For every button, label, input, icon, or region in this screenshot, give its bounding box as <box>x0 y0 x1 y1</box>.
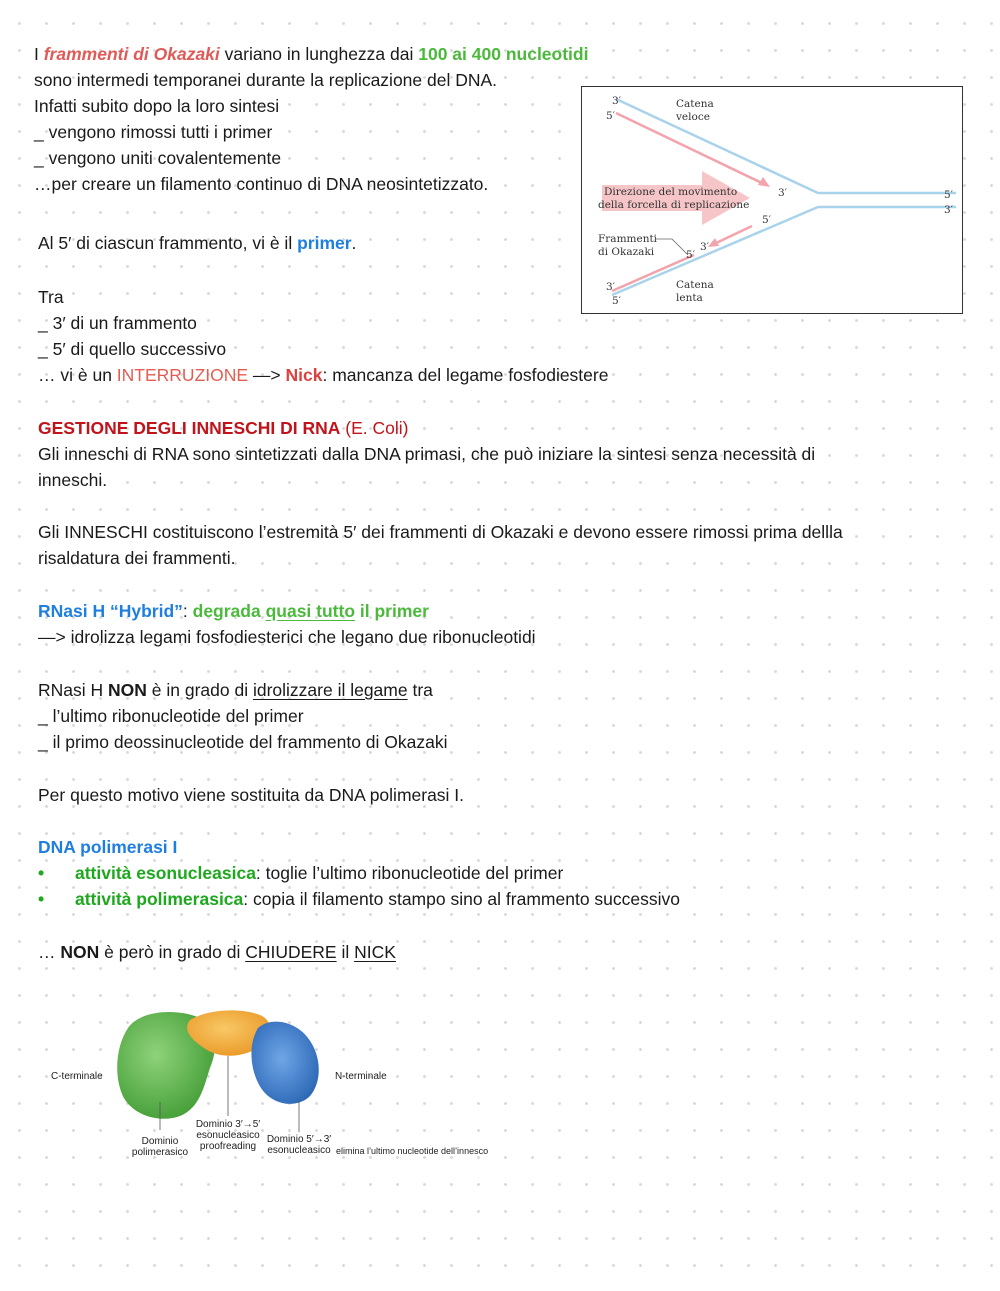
text: il primer <box>355 601 429 621</box>
label-5prime-fragment: 5′ <box>686 249 696 261</box>
dominio-35-label-3: proofreading <box>199 1141 257 1152</box>
rnasi-line-4: _ l’ultimo ribonucleotide del primer <box>38 706 304 726</box>
label-catena-lenta-2: lenta <box>676 292 703 304</box>
quasi-tutto-term: quasi tutto <box>265 601 356 621</box>
gestione-p2-line-1: Gli INNESCHI costituiscono l’estremità 5′ dei frammenti di Okazaki e devono essere rimossi prima dellla <box>38 522 843 542</box>
text: —> <box>248 365 286 385</box>
esonucleasica-term: attività esonucleasica <box>75 863 256 883</box>
text: . <box>351 233 357 253</box>
tra-line-3: _ 5′ di quello successivo <box>38 339 227 359</box>
label-direzione-1: Direzione del movimento <box>604 186 738 198</box>
intro-line-4: _ vengono rimossi tutti i primer <box>34 122 273 142</box>
idrolizzare-term: idrolizzare il legame <box>252 680 408 700</box>
label-direzione-2: della forcella di replicazione <box>598 199 750 211</box>
text: RNasi H <box>38 680 109 700</box>
poli-bullet-1 <box>75 860 563 886</box>
label-3prime-leading: 3′ <box>778 187 788 199</box>
intro-line-5: _ vengono uniti covalentemente <box>34 148 282 168</box>
label-catena-lenta-1: Catena <box>676 279 714 291</box>
replication-fork-diagram <box>582 87 962 313</box>
text: … <box>38 942 61 962</box>
upper-parental-strand <box>616 99 956 193</box>
gestione-p2-line-2: risaldatura dei frammenti. <box>38 548 236 568</box>
poli-nick-line <box>38 939 396 965</box>
gestione-p1-line-1: Gli inneschi di RNA sono sintetizzati dalla DNA primasi, che può iniziare la sintesi senza necessità di <box>38 444 816 464</box>
text: Al 5′ di ciascun frammento, vi è il <box>38 233 298 253</box>
label-frammenti-1: Frammenti <box>598 233 658 245</box>
dominio-35-label-2: esonucleasico <box>196 1130 260 1141</box>
nick-term: NICK <box>354 942 396 962</box>
section-title: GESTIONE DEGLI INNESCHI DI RNA <box>38 418 341 438</box>
intro-line-1 <box>34 41 588 67</box>
gestione-p1-line-2: inneschi. <box>38 470 108 490</box>
exonuclease-5-3-domain-shape <box>251 1022 318 1104</box>
label-catena-veloce-2: veloce <box>676 111 710 123</box>
bullet-2: • <box>38 889 45 909</box>
text: : <box>182 601 193 621</box>
poli-bullet-2 <box>75 886 680 912</box>
elimina-note-label: elimina l’ultimo nucleotide dell’innesco <box>336 1146 489 1156</box>
chiudere-term: CHIUDERE <box>245 942 337 962</box>
primer-term: primer <box>297 233 352 253</box>
label-catena-veloce-1: Catena <box>676 98 714 110</box>
interruzione-term: INTERRUZIONE <box>116 365 249 385</box>
intro-line-2: sono intermedi temporanei durante la replicazione del DNA. <box>34 70 498 90</box>
dominio-polimerasico-label-1: Dominio <box>141 1136 179 1147</box>
label-3prime-fragment: 3′ <box>700 241 710 253</box>
label-3prime-right: 3′ <box>944 204 954 216</box>
text: variano in lunghezza dai <box>219 44 419 64</box>
rnasi-line-5: _ il primo deossinucleotide del frammento di Okazaki <box>38 732 448 752</box>
okazaki-fragment-1 <box>714 226 752 244</box>
label-5prime-bottom: 5′ <box>612 295 622 307</box>
gestione-heading <box>38 415 408 441</box>
rnasi-line-2: —> idrolizza legami fosfodiesterici che legano due ribonucleotidi <box>38 627 536 647</box>
n-terminale-label: N-terminale <box>335 1071 387 1082</box>
primer-line <box>38 230 356 256</box>
poli-heading: DNA polimerasi I <box>38 837 178 857</box>
tra-line-2: _ 3′ di un frammento <box>38 313 197 333</box>
bullet-1: • <box>38 863 45 883</box>
nucleotide-range: 100 ai 400 nucleotidi <box>418 44 589 64</box>
non-term: NON <box>60 942 100 962</box>
text: : copia il filamento stampo sino al frammento successivo <box>243 889 680 909</box>
text: è in grado di <box>146 680 253 700</box>
intro-line-3: Infatti subito dopo la loro sintesi <box>34 96 280 116</box>
tra-line-1: Tra <box>38 287 64 307</box>
non-term: NON <box>108 680 147 700</box>
text: : mancanza del legame fosfodiestere <box>322 365 609 385</box>
label-3prime-bottom: 3′ <box>606 281 616 293</box>
frammenti-pointer <box>656 239 688 255</box>
label-3prime-top: 3′ <box>612 95 622 107</box>
text: : toglie l’ultimo ribonucleotide del primer <box>255 863 564 883</box>
rnasi-line-6: Per questo motivo viene sostituita da DNA polimerasi I. <box>38 785 465 805</box>
text: tra <box>407 680 433 700</box>
c-terminale-label: C-terminale <box>51 1071 103 1082</box>
okazaki-term: frammenti di Okazaki <box>43 44 220 64</box>
dominio-53-label-2: esonucleasico <box>267 1145 331 1156</box>
rnasi-term: RNasi H “Hybrid” <box>38 601 183 621</box>
intro-line-6: …per creare un filamento continuo di DNA neosintetizzato. <box>34 174 489 194</box>
label-5prime-right: 5′ <box>944 189 954 201</box>
dna-polymerase-i-figure <box>40 1000 500 1165</box>
section-title-note: (E. Coli) <box>340 418 409 438</box>
rnasi-heading <box>38 598 429 624</box>
text: il <box>336 942 355 962</box>
text: è però in grado di <box>99 942 246 962</box>
replication-fork-figure <box>581 86 963 314</box>
text: I <box>34 44 44 64</box>
text: degrada <box>192 601 266 621</box>
polimerasica-term: attività polimerasica <box>75 889 244 909</box>
rnasi-line-3 <box>38 677 433 703</box>
leading-new-strand <box>616 113 766 185</box>
dominio-35-label-1: Dominio 3′→5′ <box>195 1119 261 1130</box>
label-5prime-top: 5′ <box>606 110 616 122</box>
fork-direction-arrow <box>602 171 750 225</box>
label-frammenti-2: di Okazaki <box>598 246 655 258</box>
tra-line-4 <box>38 362 608 388</box>
dominio-53-label-1: Dominio 5′→3′ <box>266 1134 332 1145</box>
label-5prime-lagging: 5′ <box>762 214 772 226</box>
nick-term: Nick <box>285 365 323 385</box>
dominio-polimerasico-label-2: polimerasico <box>131 1147 189 1158</box>
lower-parental-strand <box>612 207 956 295</box>
text: … vi è un <box>38 365 117 385</box>
